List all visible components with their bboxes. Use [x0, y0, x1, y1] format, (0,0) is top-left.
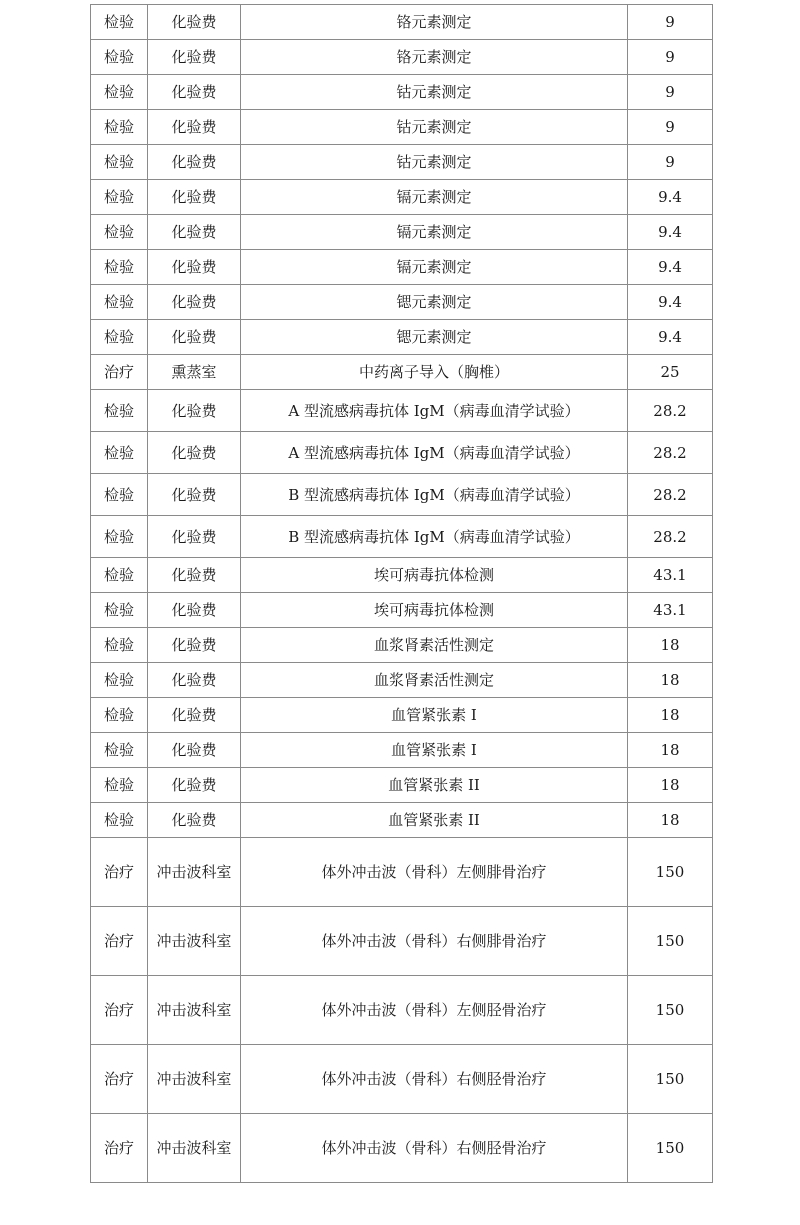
item-name-cell: 镉元素测定 [241, 215, 628, 250]
table-row [91, 698, 713, 733]
department-cell: 化验费 [148, 698, 241, 733]
price-cell: 150 [628, 1045, 713, 1114]
department-cell: 化验费 [148, 5, 241, 40]
table-row [91, 803, 713, 838]
category-cell: 检验 [91, 110, 148, 145]
table-row [91, 976, 713, 1045]
table-row [91, 145, 713, 180]
department-cell: 冲击波科室 [148, 976, 241, 1045]
price-cell: 28.2 [628, 432, 713, 474]
department-cell: 熏蒸室 [148, 355, 241, 390]
department-cell: 化验费 [148, 390, 241, 432]
price-cell: 9.4 [628, 180, 713, 215]
table-row [91, 474, 713, 516]
item-name-cell: 血管紧张素 II [241, 768, 628, 803]
item-name-cell: 血浆肾素活性测定 [241, 628, 628, 663]
item-name-cell: 血管紧张素 I [241, 733, 628, 768]
item-name-cell: 钴元素测定 [241, 110, 628, 145]
category-cell: 检验 [91, 40, 148, 75]
category-cell: 检验 [91, 145, 148, 180]
department-cell: 化验费 [148, 75, 241, 110]
price-cell: 150 [628, 838, 713, 907]
table-row [91, 593, 713, 628]
table-row [91, 1114, 713, 1183]
table-row [91, 432, 713, 474]
item-name-cell: 钴元素测定 [241, 145, 628, 180]
department-cell: 化验费 [148, 180, 241, 215]
item-name-cell: 体外冲击波（骨科）右侧腓骨治疗 [241, 907, 628, 976]
category-cell: 检验 [91, 320, 148, 355]
table-row [91, 355, 713, 390]
department-cell: 化验费 [148, 593, 241, 628]
table-row [91, 663, 713, 698]
table-row [91, 390, 713, 432]
table-row [91, 558, 713, 593]
category-cell: 检验 [91, 628, 148, 663]
table-row [91, 180, 713, 215]
department-cell: 冲击波科室 [148, 838, 241, 907]
fee-table-body [91, 5, 713, 1183]
department-cell: 化验费 [148, 40, 241, 75]
department-cell: 化验费 [148, 663, 241, 698]
item-name-cell: 体外冲击波（骨科）左侧胫骨治疗 [241, 976, 628, 1045]
price-cell: 9 [628, 40, 713, 75]
price-cell: 18 [628, 803, 713, 838]
category-cell: 检验 [91, 75, 148, 110]
price-cell: 9.4 [628, 285, 713, 320]
price-cell: 150 [628, 907, 713, 976]
price-cell: 28.2 [628, 390, 713, 432]
category-cell: 检验 [91, 733, 148, 768]
department-cell: 化验费 [148, 215, 241, 250]
price-cell: 18 [628, 698, 713, 733]
table-row [91, 250, 713, 285]
category-cell: 治疗 [91, 355, 148, 390]
price-cell: 9 [628, 75, 713, 110]
department-cell: 冲击波科室 [148, 907, 241, 976]
department-cell: 化验费 [148, 558, 241, 593]
price-cell: 43.1 [628, 558, 713, 593]
category-cell: 检验 [91, 390, 148, 432]
category-cell: 检验 [91, 516, 148, 558]
department-cell: 化验费 [148, 628, 241, 663]
item-name-cell: 埃可病毒抗体检测 [241, 593, 628, 628]
item-name-cell: B 型流感病毒抗体 IgM（病毒血清学试验） [241, 516, 628, 558]
table-row [91, 838, 713, 907]
category-cell: 治疗 [91, 1045, 148, 1114]
category-cell: 检验 [91, 474, 148, 516]
item-name-cell: 体外冲击波（骨科）右侧胫骨治疗 [241, 1114, 628, 1183]
table-row [91, 628, 713, 663]
department-cell: 冲击波科室 [148, 1114, 241, 1183]
department-cell: 冲击波科室 [148, 1045, 241, 1114]
price-cell: 18 [628, 663, 713, 698]
item-name-cell: 镉元素测定 [241, 180, 628, 215]
price-cell: 9.4 [628, 320, 713, 355]
price-cell: 25 [628, 355, 713, 390]
price-cell: 28.2 [628, 474, 713, 516]
table-row [91, 110, 713, 145]
item-name-cell: 埃可病毒抗体检测 [241, 558, 628, 593]
item-name-cell: A 型流感病毒抗体 IgM（病毒血清学试验） [241, 390, 628, 432]
item-name-cell: 铬元素测定 [241, 5, 628, 40]
category-cell: 检验 [91, 180, 148, 215]
category-cell: 检验 [91, 768, 148, 803]
item-name-cell: 体外冲击波（骨科）右侧胫骨治疗 [241, 1045, 628, 1114]
department-cell: 化验费 [148, 110, 241, 145]
table-row [91, 75, 713, 110]
category-cell: 治疗 [91, 838, 148, 907]
category-cell: 治疗 [91, 907, 148, 976]
table-row [91, 5, 713, 40]
department-cell: 化验费 [148, 250, 241, 285]
table-row [91, 320, 713, 355]
department-cell: 化验费 [148, 516, 241, 558]
item-name-cell: 铬元素测定 [241, 40, 628, 75]
department-cell: 化验费 [148, 432, 241, 474]
table-row [91, 40, 713, 75]
item-name-cell: 血管紧张素 II [241, 803, 628, 838]
price-cell: 18 [628, 768, 713, 803]
category-cell: 检验 [91, 5, 148, 40]
price-cell: 9 [628, 5, 713, 40]
category-cell: 检验 [91, 215, 148, 250]
category-cell: 检验 [91, 285, 148, 320]
item-name-cell: 镉元素测定 [241, 250, 628, 285]
item-name-cell: 体外冲击波（骨科）左侧腓骨治疗 [241, 838, 628, 907]
price-cell: 9.4 [628, 215, 713, 250]
price-cell: 9 [628, 145, 713, 180]
table-row [91, 215, 713, 250]
price-cell: 18 [628, 628, 713, 663]
category-cell: 检验 [91, 558, 148, 593]
department-cell: 化验费 [148, 320, 241, 355]
item-name-cell: 钴元素测定 [241, 75, 628, 110]
item-name-cell: B 型流感病毒抗体 IgM（病毒血清学试验） [241, 474, 628, 516]
table-row [91, 907, 713, 976]
category-cell: 检验 [91, 803, 148, 838]
price-cell: 150 [628, 976, 713, 1045]
department-cell: 化验费 [148, 145, 241, 180]
department-cell: 化验费 [148, 733, 241, 768]
item-name-cell: 中药离子导入（胸椎） [241, 355, 628, 390]
department-cell: 化验费 [148, 474, 241, 516]
category-cell: 检验 [91, 663, 148, 698]
category-cell: 治疗 [91, 1114, 148, 1183]
category-cell: 检验 [91, 432, 148, 474]
table-row [91, 768, 713, 803]
price-cell: 28.2 [628, 516, 713, 558]
item-name-cell: 血管紧张素 I [241, 698, 628, 733]
category-cell: 检验 [91, 250, 148, 285]
table-row [91, 285, 713, 320]
price-cell: 150 [628, 1114, 713, 1183]
fee-table [90, 4, 713, 1183]
table-row [91, 516, 713, 558]
item-name-cell: 锶元素测定 [241, 320, 628, 355]
price-cell: 9.4 [628, 250, 713, 285]
item-name-cell: 血浆肾素活性测定 [241, 663, 628, 698]
item-name-cell: 锶元素测定 [241, 285, 628, 320]
department-cell: 化验费 [148, 803, 241, 838]
category-cell: 治疗 [91, 976, 148, 1045]
price-cell: 9 [628, 110, 713, 145]
price-cell: 18 [628, 733, 713, 768]
price-cell: 43.1 [628, 593, 713, 628]
department-cell: 化验费 [148, 285, 241, 320]
category-cell: 检验 [91, 593, 148, 628]
item-name-cell: A 型流感病毒抗体 IgM（病毒血清学试验） [241, 432, 628, 474]
department-cell: 化验费 [148, 768, 241, 803]
table-row [91, 733, 713, 768]
table-row [91, 1045, 713, 1114]
category-cell: 检验 [91, 698, 148, 733]
